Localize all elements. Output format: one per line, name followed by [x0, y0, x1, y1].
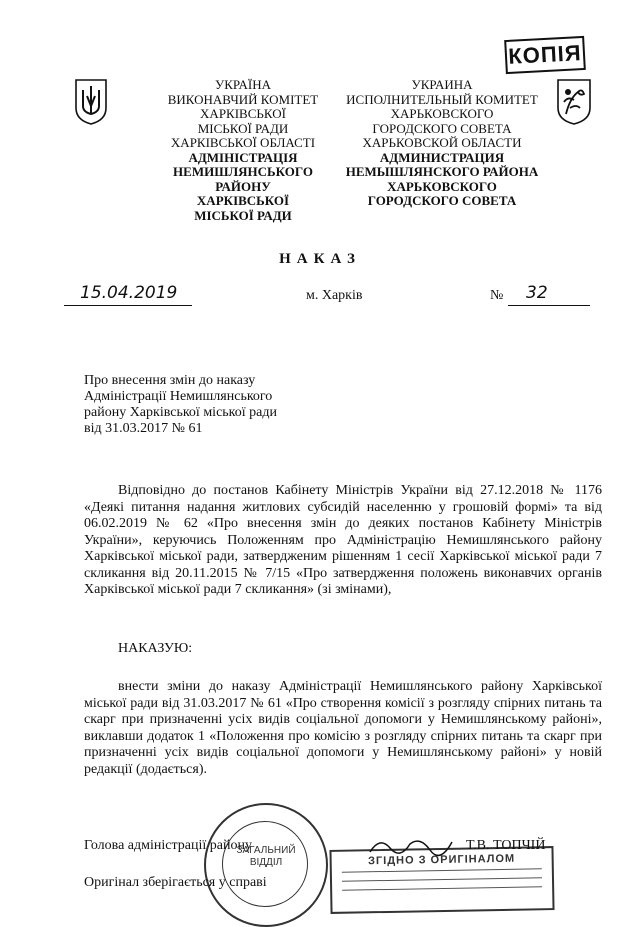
order-word: НАКАЗУЮ:	[118, 641, 193, 656]
header-left-line: МІСЬКОЇ РАДИ	[197, 120, 289, 136]
header-right-line: УКРАИНА	[411, 77, 473, 92]
header-right-bold-line: ХАРЬКОВСКОГО	[387, 178, 497, 194]
subject-line: Про внесення змін до наказу	[84, 373, 256, 388]
header-left-line: ВИКОНАВЧИЙ КОМІТЕТ	[167, 91, 319, 107]
header-left-bold-line: ХАРКІВСЬКОЇ	[196, 193, 290, 208]
header-left-bold-line: НЕМИШЛЯНСЬКОГО РАЙОНУ	[173, 164, 313, 194]
header-right-bold-line: АДМИНИСТРАЦИЯ	[379, 149, 505, 165]
subject-line: Адміністрації Немишлянського	[84, 389, 273, 404]
city-label: м. Харків	[306, 288, 363, 303]
signature-name: Т.В. ТОПЧІЙ	[466, 838, 546, 853]
rect-stamp-title: ЗГІДНО З ОРИГІНАЛОМ	[368, 852, 516, 868]
signature-title: Голова адміністрації району	[84, 838, 252, 853]
date-handwritten: 15.04.2019	[80, 283, 178, 303]
date-field	[64, 283, 192, 306]
kharkiv-emblem-icon	[556, 78, 592, 126]
subject-line: району Харківської міської ради	[84, 405, 277, 420]
header-right	[342, 78, 542, 209]
number-field	[508, 283, 590, 306]
signature-scribble-icon	[366, 832, 456, 858]
number-handwritten: 32	[526, 283, 548, 303]
preamble-paragraph: Відповідно до постанов Кабінету Міністрів України від 27.12.2018 № 1176 «Деякі питання надання житлових субсидій населенню у грошовій формі» та від 06.02.2019 № 62 «Про внесення змін до деяких постанов Кабінету Міністрів України», керуючись Положенням про Адміністрацію Немишлянського району Харківської міської ради, затвердженим рішенням 1 сесії Харківської міської ради 7 скликання від 20.11.2015 № 7/15 «Про затвердження положень виконавчих органів Харківської міської ради 7 скликання» (зі змінами),	[84, 483, 602, 597]
order-paragraph: внести зміни до наказу Адміністрації Немишлянського району Харківської міської ради від 31.03.2017 № 61 «Про створення комісії з розгляду спірних питань та скарг при призначенні усіх видів соціальної допомоги у Немишлянському районі», виклавши додаток 1 «Положення про комісію з розгляду спірних питань та скарг при призначенні усіх видів соціальної допомоги у Немишлянському районі» у новій редакції (додається).	[84, 679, 602, 777]
original-note: Оригінал зберігається у справі	[84, 875, 267, 890]
header-right-line: ХАРЬКОВСКОГО	[390, 106, 494, 121]
trident-emblem-icon	[74, 78, 108, 126]
copy-stamp: КОПІЯ	[504, 36, 586, 74]
round-stamp-text: ЗАГАЛЬНИЙ ВІДДІЛ	[236, 845, 296, 868]
header-right-line: ХАРЬКОВСКОЙ ОБЛАСТИ	[362, 135, 522, 150]
round-stamp	[204, 803, 328, 927]
header-right-line: ГОРОДСКОГО СОВЕТА	[372, 120, 512, 136]
number-label: №	[490, 288, 504, 303]
header-right-bold-line: ГОРОДСКОГО СОВЕТА	[367, 193, 517, 208]
order-subject	[84, 373, 344, 437]
header-left-bold-line: МІСЬКОЇ РАДИ	[194, 207, 292, 223]
header-left-line: ХАРКІВСЬКОЇ ОБЛАСТІ	[170, 135, 316, 150]
document-title: НАКАЗ	[279, 251, 361, 267]
header-left-line: ХАРКІВСЬКОЇ	[200, 106, 286, 121]
header-right-bold-line: НЕМЫШЛЯНСКОГО РАЙОНА	[345, 164, 539, 179]
subject-line: від 31.03.2017 № 61	[84, 421, 203, 436]
header-left-line: УКРАЇНА	[215, 77, 271, 92]
header-right-line: ИСПОЛНИТЕЛЬНЫЙ КОМИТЕТ	[346, 91, 538, 107]
header-left	[148, 78, 338, 223]
header-left-bold-line: АДМІНІСТРАЦІЯ	[188, 149, 298, 165]
